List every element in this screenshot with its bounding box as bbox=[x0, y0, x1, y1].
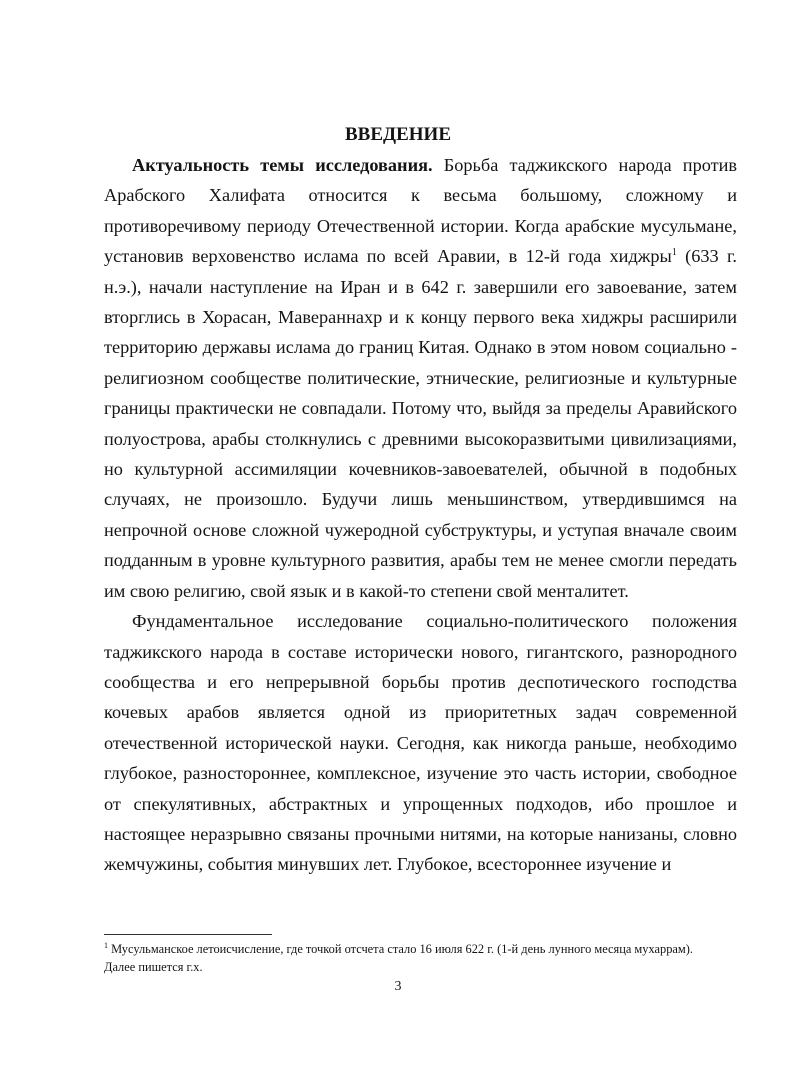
paragraph-text: Борьба таджикского народа против Арабского Халифата относится к весьма большому, сложному и противоречивому периоду Отечественной истории. Когда арабские мусульмане, установив верховенство ислама по всей Аравии, в 12-й года хиджры bbox=[104, 155, 738, 267]
page-number: 3 bbox=[394, 979, 402, 994]
paragraph-text: (633 г. н.э.), начали наступление на Иран и в 642 г. завершили его завоевание, затем вторглись в Хорасан, Мавераннахр и к концу первого века хиджры расширили территорию державы ислама до границ Китая. Однако в этом новом социально - религиозном сообществе политические, этнические, религиозные и культурные границы практически не совпадали. Потому что, выйдя за пределы Аравийского полуострова, арабы столкнулись с древними высокоразвитыми цивилизациями, но культурной ассимиляции кочевников-завоевателей, обычной в подобных случаях, не произошло. Будучи лишь меньшинством, утвердившимся на непрочной основе сложной чужеродной субструктуры, и уступая вначале своим подданным в уровне культурного развития, арабы тем не менее смогли передать им свою религию, свой язык и в какой-то степени свой менталитет. bbox=[104, 246, 737, 601]
main-text bbox=[104, 150, 737, 880]
footnote-text: Мусульманское летоисчисление, где точкой отсчета стало 16 июля 622 г. (1-й день лунного месяца мухаррам). Далее пишется г.х. bbox=[104, 942, 693, 974]
paragraph-relevance bbox=[104, 150, 737, 606]
footnote-marker: 1 bbox=[104, 940, 108, 950]
page-title: ВВЕДЕНИЕ bbox=[345, 124, 451, 145]
footnote-divider bbox=[104, 934, 272, 935]
section-lead: Актуальность темы исследования. bbox=[132, 155, 433, 175]
paragraph-research: Фундаментальное исследование социально-политического положения таджикского народа в составе исторически нового, гигантского, разнородного сообщества и его непрерывной борьбы против деспотического господства кочевых арабов является одной из приоритетных задач современной отечественной исторической науки. Сегодня, как никогда раньше, необходимо глубокое, разностороннее, комплексное, изучение это часть истории, свободное от спекулятивных, абстрактных и упрощенных подходов, ибо прошлое и настоящее неразрывно связаны прочными нитями, на которые нанизаны, словно жемчужины, события минувших лет. Глубокое, всестороннее изучение и bbox=[104, 611, 737, 875]
footnote bbox=[104, 940, 704, 976]
footnote-reference[interactable]: 1 bbox=[671, 247, 677, 259]
